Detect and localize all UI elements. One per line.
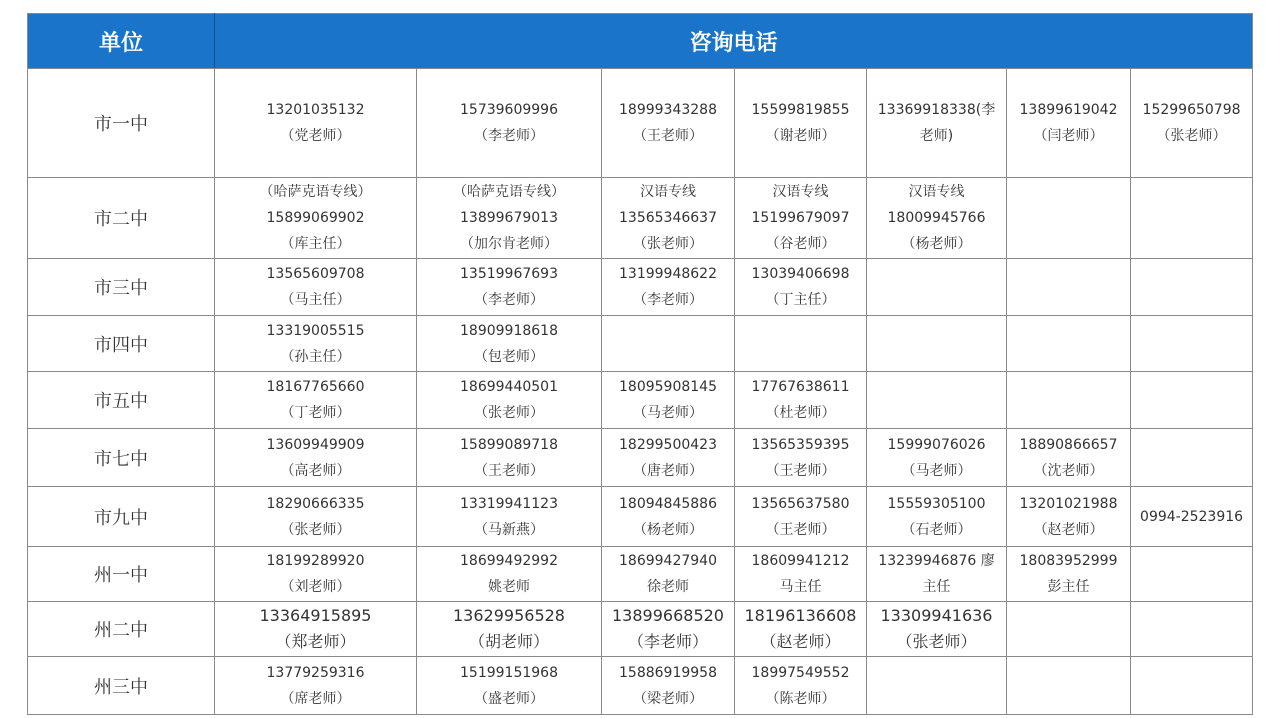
contact-table xyxy=(27,13,1253,715)
contact-line: （赵老师） xyxy=(1033,521,1104,538)
contact-line: （丁主任） xyxy=(765,292,836,308)
phone-number: 15739609996 xyxy=(460,102,558,118)
contact-line: （沈老师） xyxy=(1033,462,1104,479)
contact-line: （李老师） xyxy=(474,292,544,308)
contact-line: （王老师） xyxy=(633,128,703,144)
contact-line: （王老师） xyxy=(765,462,836,479)
contact-cell xyxy=(417,259,602,316)
phone-number: 18167765660 xyxy=(266,379,365,395)
header-row xyxy=(28,14,1253,69)
contact-line: （郑老师） xyxy=(275,632,356,651)
contact-line: （唐老师） xyxy=(633,462,703,479)
contact-cell xyxy=(602,657,735,715)
contact-line: （闫老师） xyxy=(1033,128,1104,144)
contact-line: （张老师） xyxy=(633,236,703,252)
contact-line: （陈老师） xyxy=(765,690,836,707)
unit-name: 市四中 xyxy=(28,316,215,372)
contact-line: （孙主任） xyxy=(280,348,351,365)
contact-line: （马新燕） xyxy=(474,521,544,538)
phone-number: 13629956528 xyxy=(453,606,565,625)
contact-cell xyxy=(867,547,1007,602)
phone-number: 18699440501 xyxy=(460,379,558,395)
contact-cell xyxy=(1007,487,1131,547)
table-row xyxy=(28,259,1253,316)
unit-name: 市七中 xyxy=(28,429,215,487)
phone-number: 18196136608 xyxy=(744,606,857,625)
contact-cell xyxy=(867,259,1007,316)
contact-cell xyxy=(602,178,735,259)
contact-cell xyxy=(735,372,867,429)
phone-number: 15886919958 xyxy=(619,664,717,681)
phone-number: 13201035132 xyxy=(266,102,365,118)
contact-cell xyxy=(1131,372,1253,429)
contact-cell xyxy=(602,547,735,602)
contact-cell xyxy=(602,602,735,657)
unit-name: 市二中 xyxy=(28,178,215,259)
contact-cell xyxy=(735,259,867,316)
phone-number: 13199948622 xyxy=(619,266,717,282)
contact-cell xyxy=(1131,547,1253,602)
contact-line: 18009945766 xyxy=(887,210,986,226)
phone-number: 15199151968 xyxy=(460,664,558,681)
phone-number: 18890866657 xyxy=(1019,436,1118,453)
contact-cell xyxy=(215,259,417,316)
contact-line: （包老师） xyxy=(474,348,544,365)
phone-number: 13319941123 xyxy=(460,495,558,512)
contact-cell xyxy=(867,602,1007,657)
contact-cell xyxy=(1007,316,1131,372)
contact-line: （党老师） xyxy=(280,128,351,144)
contact-cell xyxy=(417,372,602,429)
contact-line: 汉语专线 xyxy=(772,184,829,200)
contact-cell xyxy=(1007,429,1131,487)
phone-number: 15599819855 xyxy=(751,102,850,118)
phone-number: 15999076026 xyxy=(887,436,986,453)
contact-line: （李老师） xyxy=(633,292,703,308)
contact-line: （高老师） xyxy=(280,462,351,479)
unit-name: 市五中 xyxy=(28,372,215,429)
contact-cell xyxy=(735,69,867,178)
table-body xyxy=(28,69,1253,715)
phone-number: 18095908145 xyxy=(619,379,717,395)
contact-cell xyxy=(215,372,417,429)
contact-cell xyxy=(215,487,417,547)
contact-cell xyxy=(735,602,867,657)
contact-cell xyxy=(215,602,417,657)
phone-number: 0994-2523916 xyxy=(1140,508,1244,525)
contact-cell xyxy=(602,487,735,547)
contact-line: （王老师） xyxy=(474,462,544,479)
contact-line: （谢老师） xyxy=(765,128,836,144)
contact-line: （刘老师） xyxy=(280,579,351,595)
contact-line: （杨老师） xyxy=(901,236,972,252)
contact-cell xyxy=(417,602,602,657)
contact-cell xyxy=(867,657,1007,715)
phone-number: 18997549552 xyxy=(751,664,850,681)
contact-line: （谷老师） xyxy=(765,236,836,252)
contact-line: 徐老师 xyxy=(647,579,689,595)
table-row xyxy=(28,316,1253,372)
unit-name: 市一中 xyxy=(28,69,215,178)
table-row xyxy=(28,69,1253,178)
contact-cell xyxy=(867,487,1007,547)
table-row xyxy=(28,487,1253,547)
phone-number: 18699492992 xyxy=(460,553,558,569)
contact-cell xyxy=(417,657,602,715)
contact-cell xyxy=(602,429,735,487)
contact-line: （王老师） xyxy=(765,521,836,538)
contact-line: （加尔肯老师） xyxy=(460,236,558,252)
contact-line: （李老师） xyxy=(627,632,708,651)
phone-number: 13565637580 xyxy=(751,495,850,512)
header-unit: 单位 xyxy=(28,14,215,69)
contact-line: 马主任 xyxy=(779,579,822,595)
contact-cell xyxy=(1131,429,1253,487)
contact-cell xyxy=(867,316,1007,372)
contact-cell xyxy=(1131,487,1253,547)
unit-name: 市九中 xyxy=(28,487,215,547)
contact-cell xyxy=(735,657,867,715)
contact-line: （哈萨克语专线） xyxy=(259,184,372,200)
contact-cell xyxy=(867,69,1007,178)
contact-cell xyxy=(1007,372,1131,429)
contact-cell xyxy=(1007,547,1131,602)
contact-cell xyxy=(1131,259,1253,316)
phone-number: 13201021988 xyxy=(1019,495,1118,512)
header-phone: 咨询电话 xyxy=(215,14,1253,69)
contact-cell xyxy=(417,429,602,487)
contact-line: （张老师） xyxy=(474,405,544,421)
contact-line: （哈萨克语专线） xyxy=(453,184,565,200)
contact-line: 汉语专线 xyxy=(908,184,965,200)
contact-cell xyxy=(602,69,735,178)
phone-number: 15559305100 xyxy=(887,495,986,512)
contact-cell xyxy=(602,316,735,372)
phone-number: 18290666335 xyxy=(266,495,365,512)
contact-cell xyxy=(602,372,735,429)
contact-line: （马主任） xyxy=(280,292,351,308)
unit-name: 州一中 xyxy=(28,547,215,602)
contact-cell xyxy=(1131,178,1253,259)
contact-line: 主任 xyxy=(922,579,951,595)
contact-cell xyxy=(417,178,602,259)
contact-cell xyxy=(215,178,417,259)
contact-cell xyxy=(1131,602,1253,657)
contact-cell xyxy=(1007,602,1131,657)
phone-number: 18609941212 xyxy=(751,553,850,569)
contact-cell xyxy=(417,547,602,602)
phone-number: 18999343288 xyxy=(619,102,717,118)
contact-cell xyxy=(417,487,602,547)
table-row xyxy=(28,602,1253,657)
table-row xyxy=(28,657,1253,715)
contact-line: （张老师） xyxy=(1156,128,1227,144)
contact-line: 15899069902 xyxy=(266,210,365,226)
phone-number: 13364915895 xyxy=(259,606,372,625)
contact-cell xyxy=(215,547,417,602)
contact-line: （李老师） xyxy=(474,128,544,144)
phone-number: 13609949909 xyxy=(266,436,365,453)
contact-line: （库主任） xyxy=(280,236,351,252)
phone-number: 13565359395 xyxy=(751,436,850,453)
contact-cell xyxy=(867,178,1007,259)
contact-cell xyxy=(867,372,1007,429)
table-row xyxy=(28,547,1253,602)
contact-line: （杜老师） xyxy=(765,405,836,421)
contact-cell xyxy=(735,487,867,547)
contact-line: 13565346637 xyxy=(619,210,717,226)
phone-number: 13319005515 xyxy=(266,322,365,339)
contact-line: （丁老师） xyxy=(280,405,351,421)
contact-line: （赵老师） xyxy=(760,632,841,651)
contact-cell xyxy=(735,178,867,259)
contact-cell xyxy=(1007,178,1131,259)
phone-number: 18909918618 xyxy=(460,322,558,339)
contact-cell xyxy=(215,69,417,178)
phone-number: 13899619042 xyxy=(1019,102,1118,118)
contact-line: （马老师） xyxy=(901,462,972,479)
contact-line: （盛老师） xyxy=(474,690,544,707)
phone-number: 13565609708 xyxy=(266,266,365,282)
phone-number: 15299650798 xyxy=(1142,102,1241,118)
table-row xyxy=(28,372,1253,429)
contact-cell xyxy=(417,69,602,178)
contact-cell xyxy=(602,259,735,316)
phone-number: 17767638611 xyxy=(751,379,850,395)
phone-number: 18083952999 xyxy=(1019,553,1118,569)
phone-number: 18699427940 xyxy=(619,553,717,569)
contact-cell xyxy=(215,429,417,487)
phone-number: 13899668520 xyxy=(612,606,724,625)
contact-cell xyxy=(1007,69,1131,178)
contact-cell xyxy=(215,316,417,372)
phone-number: 13309941636 xyxy=(880,606,993,625)
contact-line: （马老师） xyxy=(633,405,703,421)
table-row xyxy=(28,429,1253,487)
contact-line: （石老师） xyxy=(901,521,972,538)
phone-number: 13519967693 xyxy=(460,266,558,282)
contact-line: （杨老师） xyxy=(633,521,703,538)
phone-number: 13239946876 廖 xyxy=(878,553,995,569)
contact-line: （张老师） xyxy=(896,632,977,651)
contact-line: （梁老师） xyxy=(633,690,703,707)
contact-cell xyxy=(735,547,867,602)
contact-cell xyxy=(1007,259,1131,316)
contact-cell xyxy=(1007,657,1131,715)
contact-line: 汉语专线 xyxy=(640,184,696,200)
contact-cell xyxy=(867,429,1007,487)
phone-number: 15899089718 xyxy=(460,436,558,453)
contact-line: 13899679013 xyxy=(460,210,558,226)
phone-number: 18199289920 xyxy=(266,553,365,569)
contact-line: （席老师） xyxy=(280,690,351,707)
contact-cell xyxy=(1131,657,1253,715)
unit-name: 市三中 xyxy=(28,259,215,316)
phone-number: 18299500423 xyxy=(619,436,717,453)
unit-name: 州二中 xyxy=(28,602,215,657)
contact-line: 15199679097 xyxy=(751,210,850,226)
contact-cell xyxy=(417,316,602,372)
table-row xyxy=(28,178,1253,259)
contact-line: 老师) xyxy=(919,128,954,144)
contact-cell xyxy=(215,657,417,715)
contact-cell xyxy=(735,316,867,372)
phone-number: 13369918338(李 xyxy=(877,102,996,118)
contact-line: 彭主任 xyxy=(1047,579,1090,595)
unit-name: 州三中 xyxy=(28,657,215,715)
phone-number: 13039406698 xyxy=(751,266,850,282)
contact-line: （张老师） xyxy=(280,521,351,538)
phone-number: 18094845886 xyxy=(619,495,717,512)
contact-cell xyxy=(735,429,867,487)
contact-cell xyxy=(1131,316,1253,372)
contact-line: 姚老师 xyxy=(488,579,530,595)
contact-line: （胡老师） xyxy=(468,632,549,651)
phone-number: 13779259316 xyxy=(266,664,365,681)
contact-cell xyxy=(1131,69,1253,178)
